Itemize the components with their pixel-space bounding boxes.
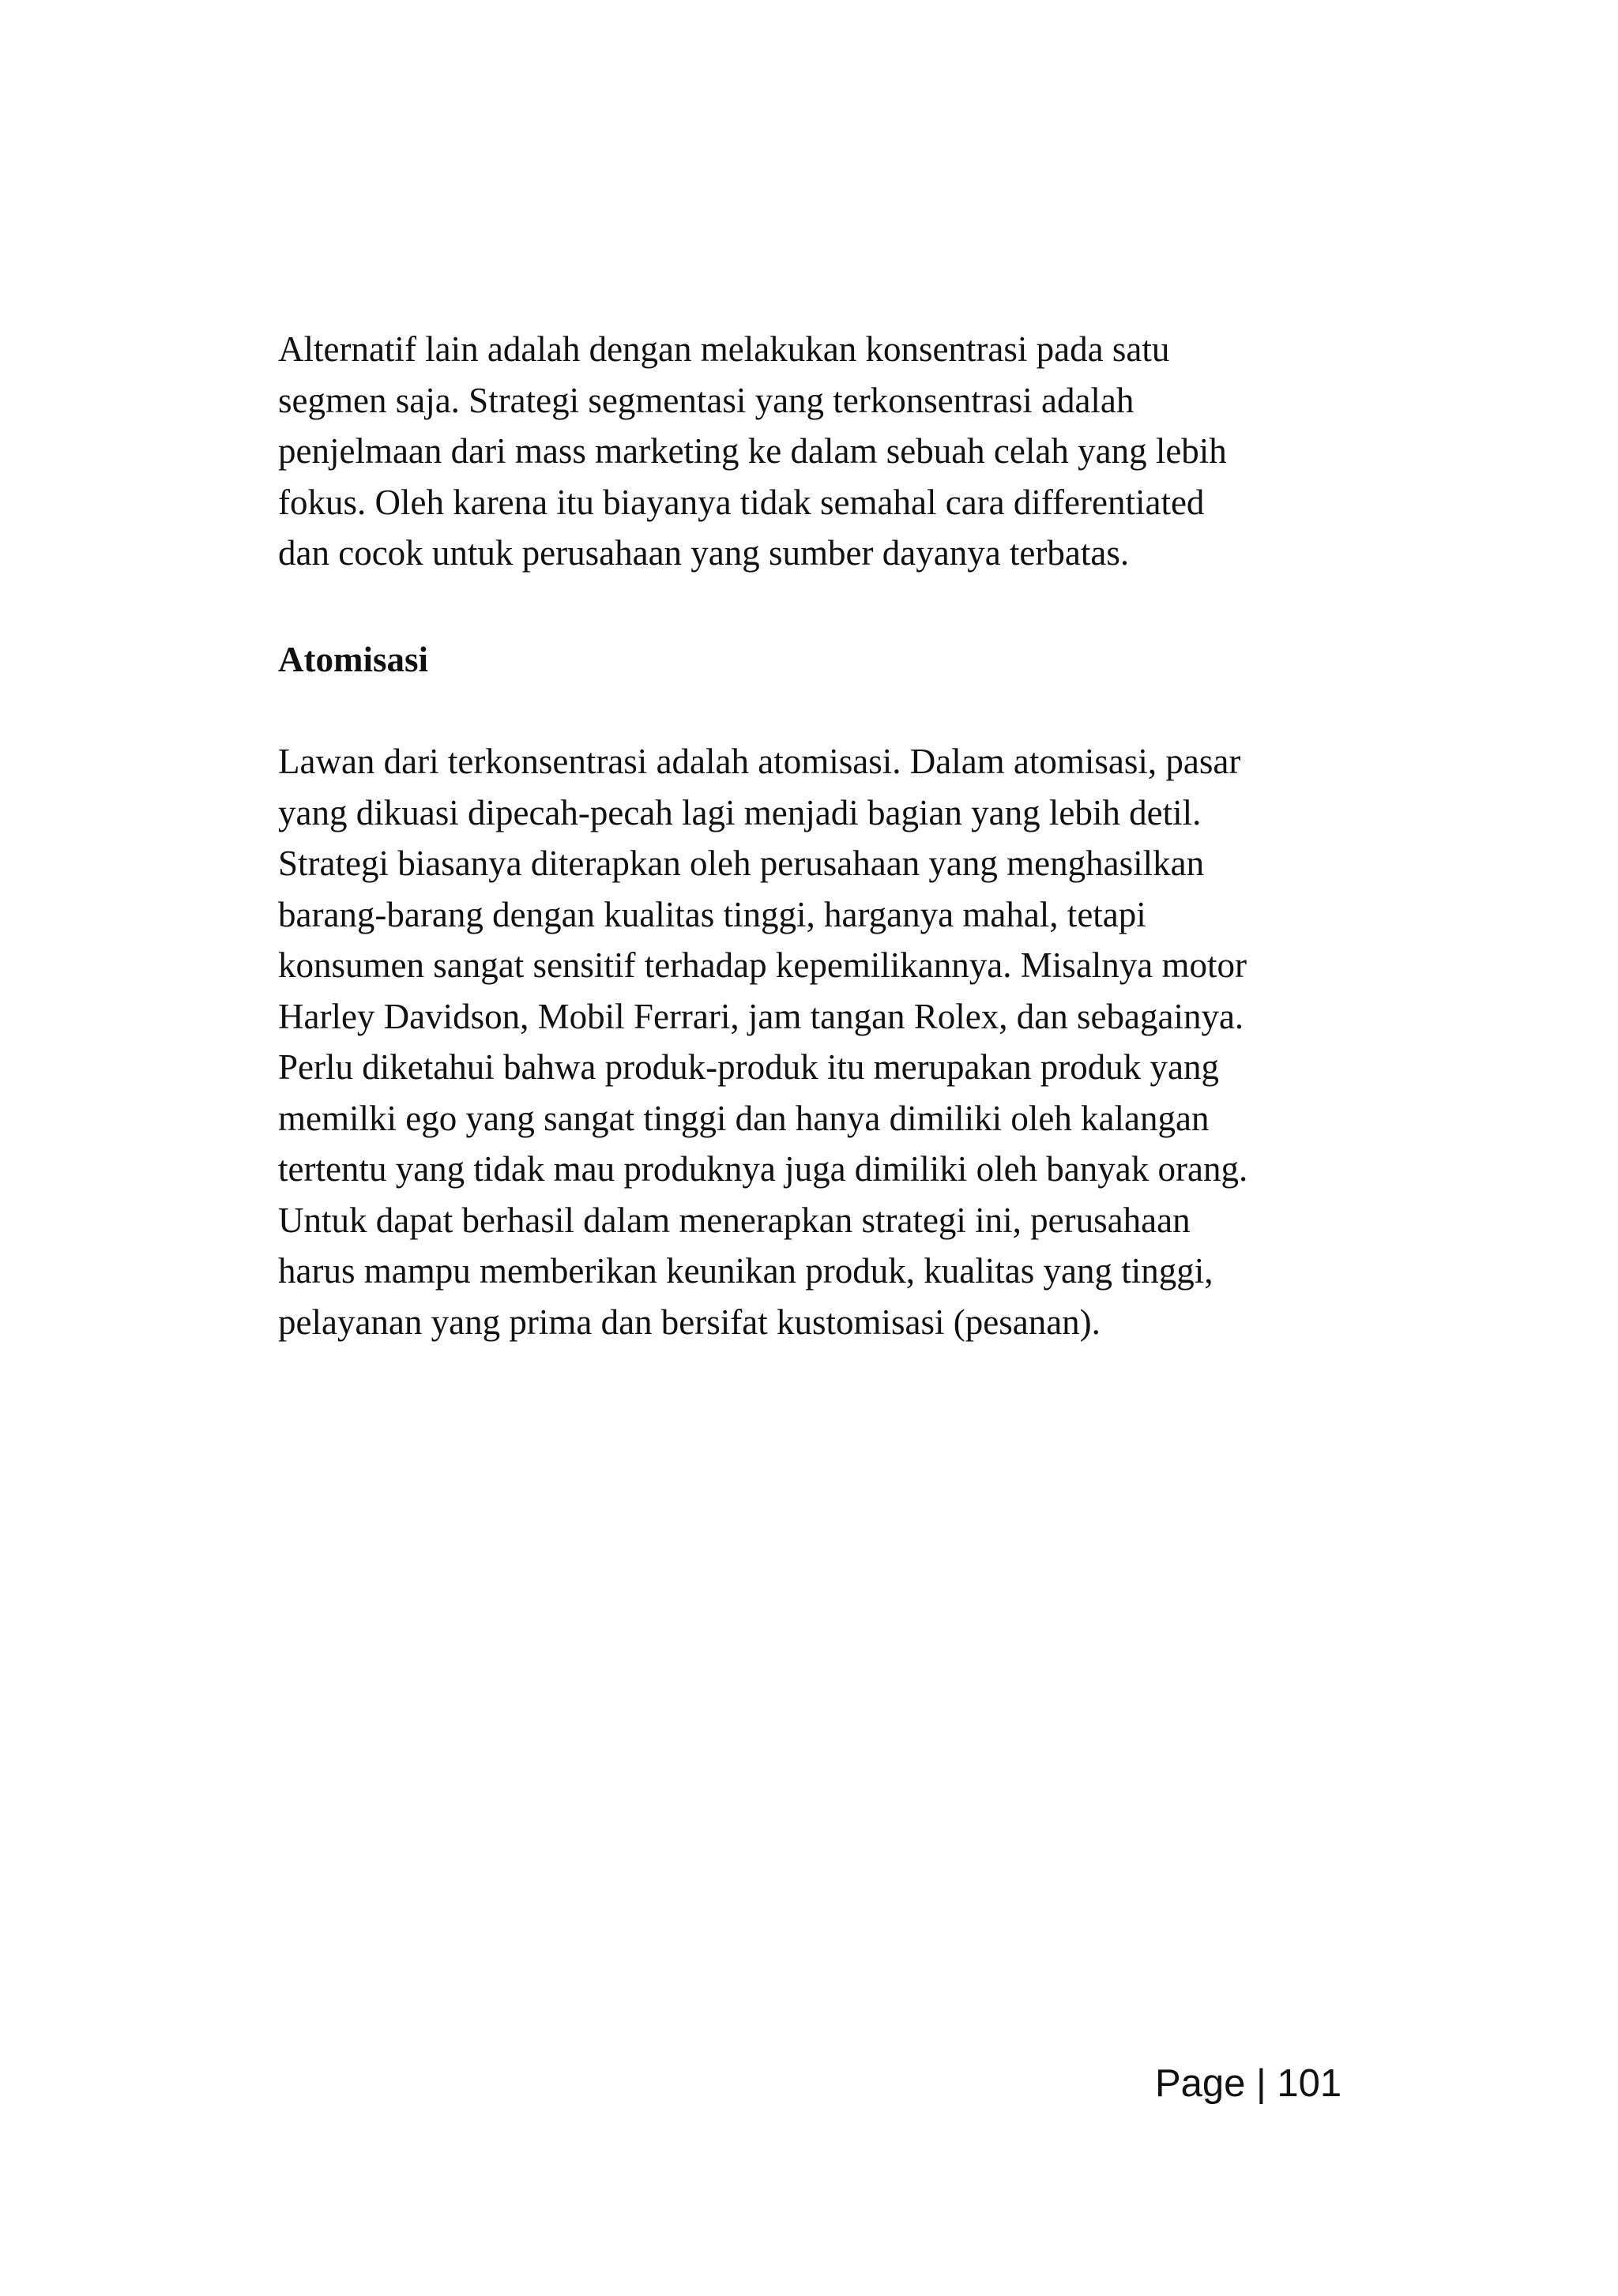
section-heading-atomisasi: Atomisasi [278, 640, 428, 679]
paragraph-line: fokus. Oleh karena itu biayanya tidak semahal cara differentiated [278, 482, 1205, 522]
paragraph-line: barang-barang dengan kualitas tinggi, harganya mahal, tetapi [278, 894, 1146, 934]
paragraph-line: Untuk dapat berhasil dalam menerapkan strategi ini, perusahaan [278, 1200, 1191, 1240]
paragraph-line: Strategi biasanya diterapkan oleh perusahaan yang menghasilkan [278, 844, 1205, 883]
paragraph-line: Lawan dari terkonsentrasi adalah atomisasi. Dalam atomisasi, pasar [278, 742, 1241, 781]
paragraph-line: Perlu diketahui bahwa produk-produk itu merupakan produk yang [278, 1047, 1219, 1087]
paragraph-line: pelayanan yang prima dan bersifat kustomisasi (pesanan). [278, 1302, 1101, 1342]
page-number: Page | 101 [1155, 2062, 1342, 2105]
paragraph-line: memilki ego yang sangat tinggi dan hanya dimiliki oleh kalangan [278, 1098, 1210, 1138]
paragraph-line: yang dikuasi dipecah-pecah lagi menjadi bagian yang lebih detil. [278, 792, 1202, 832]
paragraph-concentration [278, 324, 1368, 579]
paragraph-line: tertentu yang tidak mau produknya juga dimiliki oleh banyak orang. [278, 1149, 1248, 1189]
paragraph-atomisasi [278, 736, 1368, 1347]
paragraph-line: segmen saja. Strategi segmentasi yang terkonsentrasi adalah [278, 380, 1134, 420]
paragraph-line: dan cocok untuk perusahaan yang sumber dayanya terbatas. [278, 533, 1130, 573]
paragraph-line: Alternatif lain adalah dengan melakukan konsentrasi pada satu [278, 329, 1170, 369]
paragraph-line: konsumen sangat sensitif terhadap kepemilikannya. Misalnya motor [278, 945, 1247, 985]
paragraph-line: penjelmaan dari mass marketing ke dalam sebuah celah yang lebih [278, 431, 1227, 471]
paragraph-line: Harley Davidson, Mobil Ferrari, jam tangan Rolex, dan sebagainya. [278, 996, 1244, 1036]
paragraph-line: harus mampu memberikan keunikan produk, kualitas yang tinggi, [278, 1251, 1214, 1291]
